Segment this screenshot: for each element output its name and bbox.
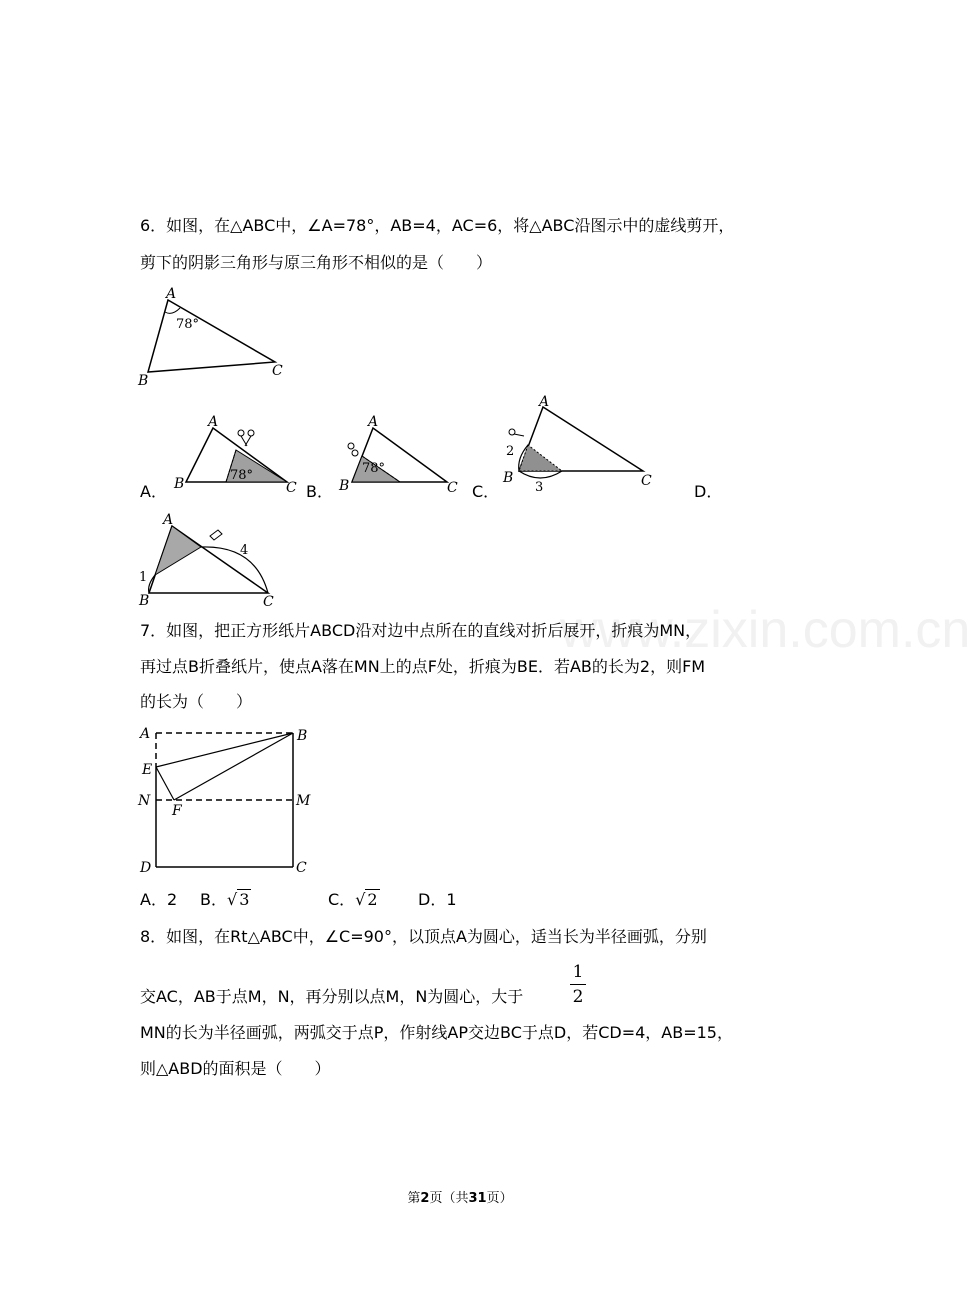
q7-option-b-value: 3: [239, 890, 250, 909]
opt-a-label-b: B: [174, 476, 185, 492]
footer-prefix: 第: [407, 1191, 421, 1206]
footer-total-pages: 31: [468, 1191, 487, 1206]
q6-option-d[interactable]: D．: [694, 482, 723, 501]
q7-label-m: M: [296, 793, 311, 809]
q8-frac-den: 2: [572, 987, 584, 1007]
q7-label-d: D: [140, 860, 152, 876]
q6-option-b[interactable]: B．: [306, 482, 333, 501]
q6-label-c: C: [272, 363, 283, 379]
opt-c-label-c: C: [641, 473, 652, 489]
sqrt-icon: √ 3: [226, 890, 250, 909]
opt-a-angle: 78°: [230, 468, 254, 483]
q7-label-a: A: [140, 726, 151, 742]
opt-c-label-a: A: [539, 394, 550, 410]
q7-line3: 的长为（ ）: [140, 692, 253, 711]
q7-label-b: B: [297, 728, 308, 744]
q7-line1: 7．如图，把正方形纸片ABCD沿对边中点所在的直线对折后展开，折痕为MN，: [140, 621, 702, 640]
q6-angle-label: 78°: [176, 317, 200, 332]
opt-c-label-b: B: [503, 470, 514, 486]
opt-a-label-c: C: [286, 480, 297, 496]
q6-label-a: A: [166, 286, 177, 302]
q7-label-n: N: [138, 793, 151, 809]
q6-option-c[interactable]: C．: [472, 482, 500, 501]
opt-a-label-a: A: [208, 414, 219, 430]
watermark: www.zixin.com.cn: [560, 601, 970, 659]
footer-page-number: 2: [420, 1191, 430, 1206]
q7-label-e: E: [142, 762, 153, 778]
q7-option-c-value: 2: [367, 890, 378, 909]
q7-option-b-label: B．: [200, 890, 227, 909]
opt-b-label-a: A: [368, 414, 379, 430]
q8-line4: 则△ABD的面积是（ ）: [140, 1059, 331, 1078]
q6-option-a[interactable]: A．: [140, 482, 167, 501]
q7-option-b[interactable]: [200, 887, 251, 910]
q7-line2: 再过点B折叠纸片，使点A落在MN上的点F处，折痕为BE．若AB的长为2，则FM: [140, 657, 706, 676]
page-footer: [0, 1187, 920, 1206]
q8-line3: MN的长为半径画弧，两弧交于点P，作射线AP交边BC于点D，若CD=4，AB=15，: [140, 1023, 733, 1042]
opt-b-label-c: C: [447, 480, 458, 496]
q7-option-a[interactable]: A．2: [140, 890, 178, 909]
q8-line2: 交AC，AB于点M，N，再分别以点M，N为圆心，大于: [140, 987, 524, 1006]
q8-fraction: [570, 962, 586, 1007]
footer-suffix: 页）: [486, 1191, 513, 1206]
opt-d-num-4: 4: [240, 543, 249, 558]
opt-d-num-1: 1: [139, 570, 148, 585]
q6-line2: 剪下的阴影三角形与原三角形不相似的是（ ）: [140, 253, 493, 272]
opt-d-label-a: A: [163, 512, 174, 528]
opt-d-label-b: B: [139, 593, 150, 609]
q7-option-d[interactable]: D．1: [418, 890, 457, 909]
q7-label-f: F: [172, 803, 182, 819]
opt-b-angle: 78°: [362, 461, 386, 476]
opt-d-label-c: C: [263, 594, 274, 610]
q7-option-c[interactable]: [328, 887, 380, 910]
opt-c-num-2: 2: [506, 444, 515, 459]
q6-label-b: B: [138, 373, 149, 389]
q8-frac-num: 1: [572, 962, 584, 982]
sqrt-icon: √ 2: [355, 890, 378, 909]
q8-line1: 8．如图，在Rt△ABC中，∠C=90°，以顶点A为圆心，适当长为半径画弧，分别: [140, 927, 707, 946]
opt-c-num-3: 3: [535, 480, 544, 495]
q6-line1: 6．如图，在△ABC中，∠A=78°，AB=4，AC=6，将△ABC沿图示中的虚线剪开，: [140, 216, 735, 235]
q7-label-c: C: [296, 860, 307, 876]
q7-option-c-label: C．: [328, 890, 356, 909]
opt-b-label-b: B: [339, 478, 350, 494]
footer-mid: 页（共: [429, 1191, 469, 1206]
